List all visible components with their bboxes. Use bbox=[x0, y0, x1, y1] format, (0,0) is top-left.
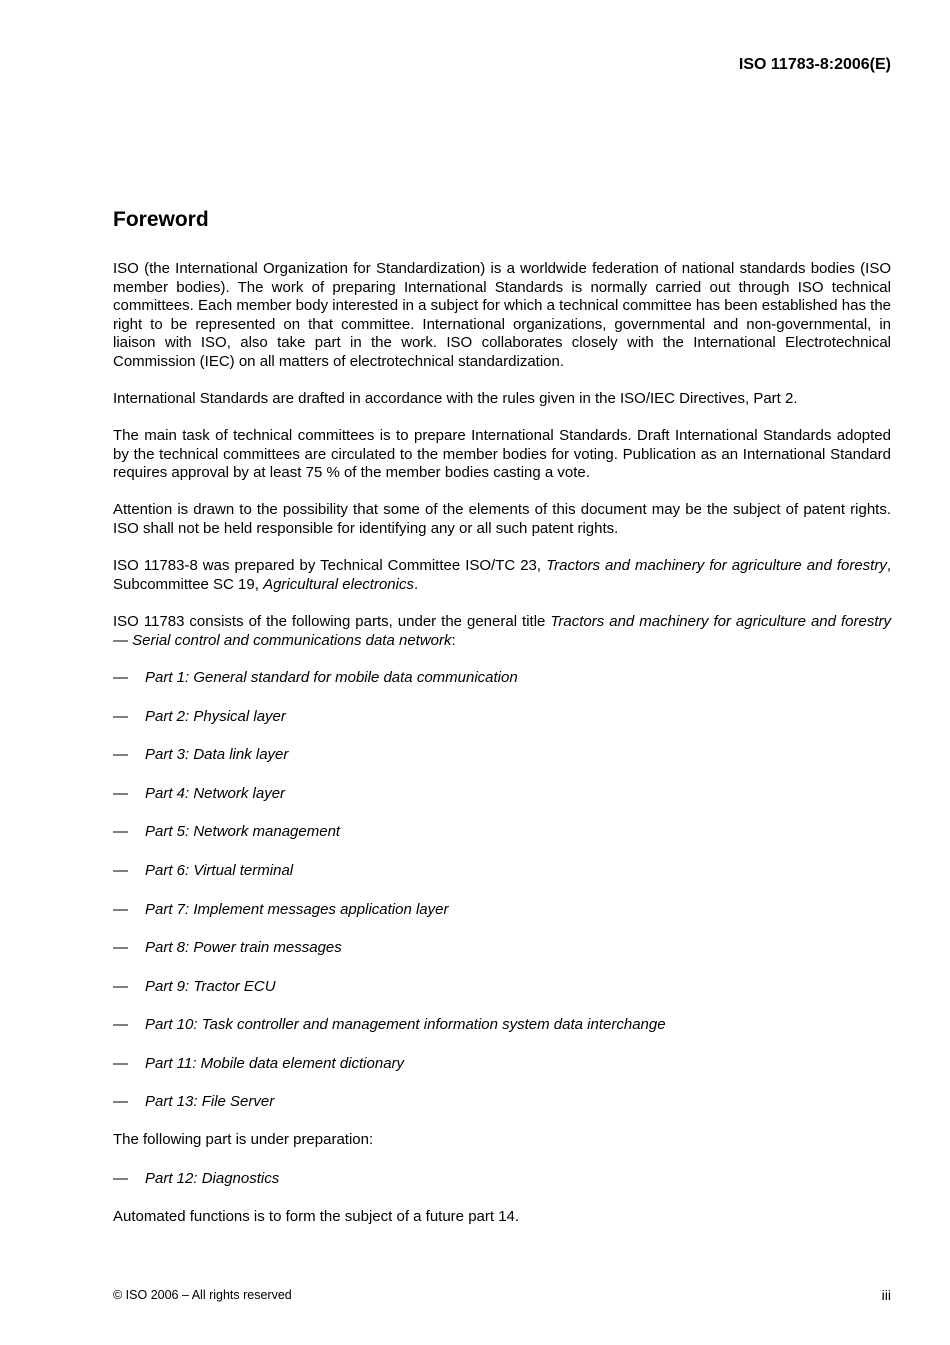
list-item-part-5 bbox=[113, 823, 340, 842]
list-item-part-6 bbox=[113, 862, 293, 881]
list-item-part-1 bbox=[113, 669, 518, 688]
paragraph-under-preparation: The following part is under preparation: bbox=[113, 1131, 374, 1148]
list-item-part-13 bbox=[113, 1093, 274, 1112]
part-label: Part 9: Tractor ECU bbox=[145, 978, 276, 995]
list-item-part-7 bbox=[113, 901, 448, 920]
list-dash: — bbox=[113, 1016, 128, 1033]
list-dash: — bbox=[113, 708, 128, 725]
list-item-part-3 bbox=[113, 746, 288, 765]
list-item-part-12 bbox=[113, 1170, 279, 1189]
paragraph-parts-intro bbox=[113, 613, 891, 650]
list-dash: — bbox=[113, 823, 128, 840]
list-dash: — bbox=[113, 901, 128, 918]
paragraph-main-task: The main task of technical committees is to prepare International Standards. Draft International Standards adopted by the technical committees are circulated to the member bodies for voting. Publication as an International Standard requires approval by at least 75 % of the member bodies casting a vote. bbox=[113, 427, 891, 481]
paragraph-patent-rights: Attention is drawn to the possibility that some of the elements of this document may be the subject of patent rights. ISO shall not be held responsible for identifying any or all such patent rights. bbox=[113, 501, 891, 537]
subcommittee-title: Agricultural electronics bbox=[263, 575, 414, 593]
page-number: iii bbox=[881, 1287, 891, 1303]
list-dash: — bbox=[113, 1170, 128, 1187]
copyright-notice: © ISO 2006 – All rights reserved bbox=[113, 1288, 292, 1302]
part-label: Part 3: Data link layer bbox=[145, 746, 289, 763]
part-label: Part 11: Mobile data element dictionary bbox=[145, 1055, 405, 1072]
part-label: Part 2: Physical layer bbox=[145, 708, 286, 725]
part-label: Part 10: Task controller and management information system data interchange bbox=[145, 1016, 666, 1033]
part-label: Part 8: Power train messages bbox=[145, 939, 342, 956]
list-dash: — bbox=[113, 746, 128, 763]
prepared-by-text-a: ISO 11783-8 was prepared by Technical Committee ISO/TC 23, bbox=[113, 557, 547, 574]
list-dash: — bbox=[113, 978, 128, 995]
list-dash: — bbox=[113, 862, 128, 879]
parts-intro-text-a: ISO 11783 consists of the following parts, under the general title bbox=[113, 613, 551, 630]
list-item-part-9 bbox=[113, 978, 276, 997]
list-item-part-8 bbox=[113, 939, 342, 958]
list-dash: — bbox=[113, 785, 128, 802]
list-item-part-11 bbox=[113, 1055, 404, 1074]
part-label: Part 5: Network management bbox=[145, 823, 341, 840]
list-dash: — bbox=[113, 669, 128, 686]
list-item-part-10 bbox=[113, 1016, 666, 1035]
document-id: ISO 11783-8:2006(E) bbox=[738, 56, 891, 73]
parts-intro-text-c: : bbox=[451, 631, 456, 649]
list-dash: — bbox=[113, 1093, 128, 1110]
paragraph-iso-intro: ISO (the International Organization for Standardization) is a worldwide federation of national standards bodies (ISO member bodies). The work of preparing International Standards is normally carried out through ISO technical committees. Each member body interested in a subject for which a technical committee has been established has the right to be represented on that committee. International organizations, governmental and non-governmental, in liaison with ISO, also take part in the work. ISO collaborates closely with the International Electrotechnical Commission (IEC) on all matters of electrotechnical standardization. bbox=[113, 260, 891, 370]
page-title: Foreword bbox=[113, 208, 209, 231]
part-label: Part 12: Diagnostics bbox=[145, 1170, 280, 1187]
list-item-part-2 bbox=[113, 708, 286, 727]
paragraph-prepared-by bbox=[113, 557, 891, 594]
prepared-by-text-c: , Subcommittee SC 19, bbox=[113, 557, 891, 593]
part-label: Part 6: Virtual terminal bbox=[145, 862, 294, 879]
paragraph-directives: International Standards are drafted in accordance with the rules given in the ISO/IEC Directives, Part 2. bbox=[113, 390, 798, 407]
part-label: Part 13: File Server bbox=[145, 1093, 275, 1110]
committee-title: Tractors and machinery for agriculture and forestry bbox=[546, 557, 887, 574]
part-label: Part 4: Network layer bbox=[145, 785, 286, 802]
part-label: Part 7: Implement messages application layer bbox=[145, 901, 449, 918]
prepared-by-text-e: . bbox=[413, 575, 419, 593]
paragraph-future-part: Automated functions is to form the subject of a future part 14. bbox=[113, 1208, 520, 1225]
list-dash: — bbox=[113, 1055, 128, 1072]
list-dash: — bbox=[113, 939, 128, 956]
list-item-part-4 bbox=[113, 785, 285, 804]
part-label: Part 1: General standard for mobile data communication bbox=[145, 669, 518, 686]
general-title: Tractors and machinery for agriculture and forestry — Serial control and communications data network bbox=[113, 613, 891, 649]
